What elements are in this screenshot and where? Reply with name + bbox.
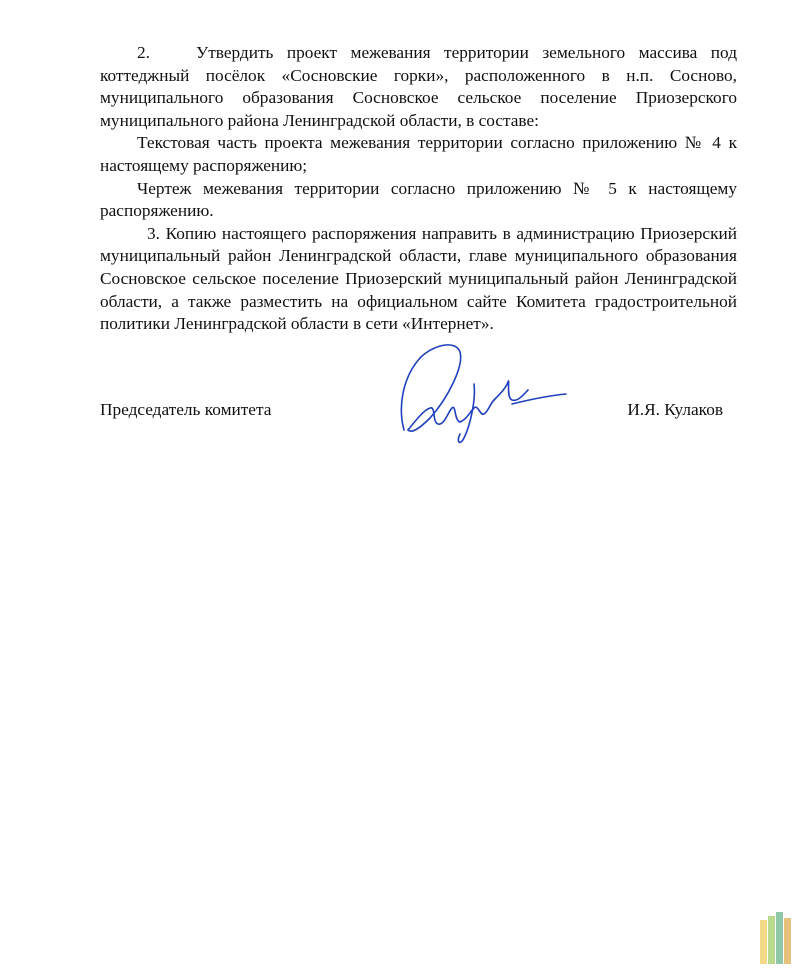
composition-text-part: Текстовая часть проекта межевания территории согласно приложению № 4 к настоящему распоряжению; (100, 133, 737, 175)
paragraph-item-3: 3. Копию настоящего распоряжения направить в администрацию Приозерский муниципальный район Ленинградской области, главе муниципального образования Сосновское сельское поселение Приозерский муниципальный район Ленинградской области, а также разместить на официальном сайте Комитета градостроительной политики Ленинградской области в сети «Интернет». (100, 223, 737, 334)
item-2-number: 2. (137, 43, 150, 62)
handwritten-signature-icon (390, 338, 570, 448)
signer-role: Председатель комитета (100, 400, 272, 419)
document-body (100, 42, 737, 336)
striped-logo-icon (760, 912, 792, 964)
item-2-text: Утвердить проект межевания территории земельного массива под коттеджный посёлок «Сосновские горки», расположенного в н.п. Сосново, муниципального образования Сосновское сельское поселение Приозерского муниципального района Ленинградской области, в составе: (100, 43, 737, 130)
signature-row (100, 397, 723, 423)
composition-drawing: Чертеж межевания территории согласно приложению № 5 к настоящему распоряжению. (100, 178, 737, 221)
signer-name: И.Я. Кулаков (627, 400, 723, 419)
paragraph-item-2 (100, 42, 737, 132)
